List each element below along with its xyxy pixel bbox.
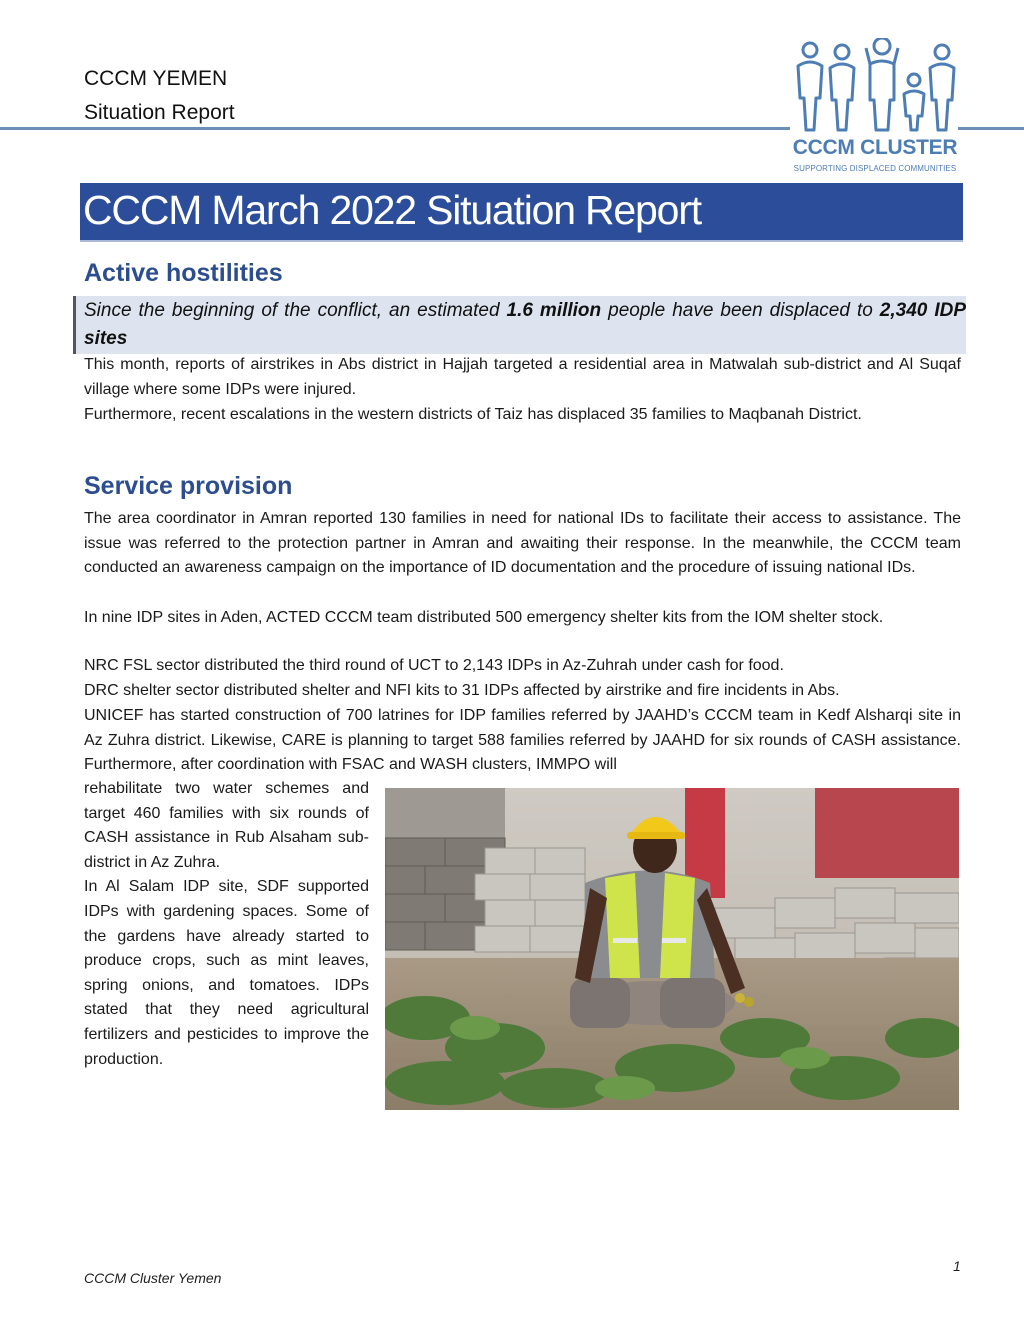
logo-tagline: SUPPORTING DISPLACED COMMUNITIES <box>793 164 957 173</box>
paragraph: The area coordinator in Amran reported 130 families in need for national IDs to facilitate their access to assistance. The issue was referred to the protection partner in Amran and awaiting their response. In the meanwhile, the CCCM team conducted an awareness campaign on the importance of ID documentation and the procedure of issuing national IDs. <box>84 510 961 577</box>
header-divider-right <box>958 127 1024 130</box>
section-heading-active-hostilities: Active hostilities <box>84 259 283 287</box>
garden-photo-illustration <box>385 788 959 1110</box>
paragraph: rehabilitate two water schemes and target 460 families with six rounds of CASH assistance in Rub Alsaham sub-district in Az Zuhra. <box>84 780 369 871</box>
footer-org: CCCM Cluster Yemen <box>84 1270 222 1286</box>
paragraph: In nine IDP sites in Aden, ACTED CCCM team distributed 500 emergency shelter kits from the IOM shelter stock. <box>84 609 884 626</box>
paragraph: UNICEF has started construction of 700 latrines for IDP families referred by JAAHD’s CCCM team in Kedf Alsharqi site in Az Zuhra district. Likewise, CARE is planning to target 588 families referred by JAAHD for six rounds of CASH assistance. Furthermore, after coordination with FSAC and WASH clusters, IMMPO will <box>84 707 961 774</box>
key-figure-callout <box>73 296 966 354</box>
paragraph: DRC shelter sector distributed shelter and NFI kits to 31 IDPs affected by airstrike and fire incidents in Abs. <box>84 682 840 699</box>
callout-text-post: people have been displaced to <box>601 300 880 321</box>
paragraph: Furthermore, recent escalations in the western districts of Taiz has displaced 35 families to Maqbanah District. <box>84 406 862 423</box>
text-column <box>84 777 369 1072</box>
section-heading-service-provision: Service provision <box>84 472 293 500</box>
callout-idp-sites-figure: 2,340 IDP sites <box>84 300 967 349</box>
photo-idp-garden <box>385 788 959 1110</box>
callout-displaced-figure: 1.6 million <box>506 300 602 321</box>
people-figures-icon <box>790 38 960 136</box>
page-number: 1 <box>953 1258 961 1274</box>
report-title-band <box>80 183 963 240</box>
logo-name: CCCM CLUSTER <box>792 136 958 159</box>
callout-text-pre: Since the beginning of the conflict, an estimated <box>84 300 507 321</box>
callout-text <box>76 296 966 353</box>
paragraph: NRC FSL sector distributed the third round of UCT to 2,143 IDPs in Az-Zuhrah under cash for food. <box>84 657 784 674</box>
document-header <box>84 62 235 130</box>
report-title: CCCM March 2022 Situation Report <box>83 187 701 233</box>
cccm-cluster-logo <box>786 38 964 180</box>
paragraph: This month, reports of airstrikes in Abs district in Hajjah targeted a residential area in Matwalah sub-district and Al Suqaf village where some IDPs were injured. <box>84 356 961 398</box>
header-org: CCCM YEMEN <box>84 67 228 90</box>
header-doc-type: Situation Report <box>84 101 235 124</box>
paragraph: In Al Salam IDP site, SDF supported IDPs with gardening spaces. Some of the gardens have already started to produce crops, such as mint leaves, spring onions, and tomatoes. IDPs stated that they need agricultural fertilizers and pesticides to improve the production. <box>84 878 369 1068</box>
header-divider <box>0 127 790 130</box>
